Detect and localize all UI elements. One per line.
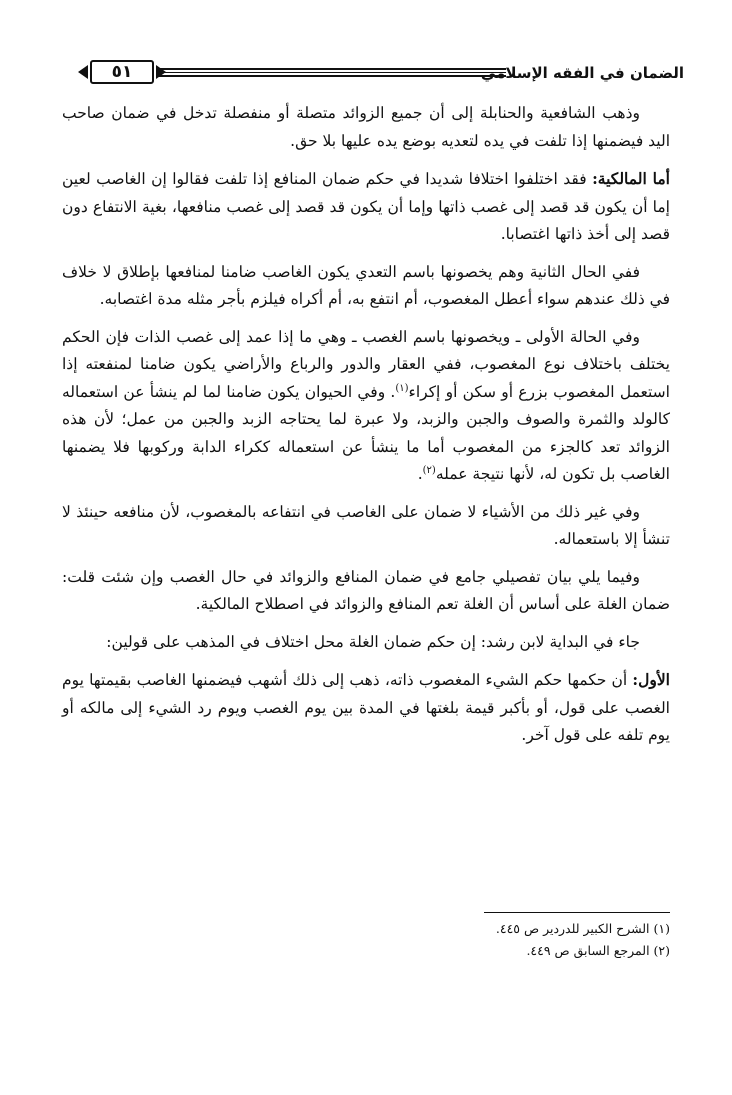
paragraph-other-things <box>62 499 670 554</box>
paragraph-ibn-rushd <box>62 629 670 657</box>
footnote-separator <box>484 912 670 913</box>
header-rule <box>158 68 506 77</box>
paragraph-first-case <box>62 324 670 489</box>
paragraph-shafii-hanbali <box>62 100 670 155</box>
paragraph-malikiyya <box>62 165 670 249</box>
running-header <box>76 58 684 90</box>
paragraph-text-end: . <box>417 465 423 483</box>
footnotes <box>62 918 670 962</box>
main-text <box>62 100 670 760</box>
paragraph-lead: أما المالكية: <box>592 169 670 188</box>
paragraph-text: وفي غير ذلك من الأشياء لا ضمان على الغاصب في انتفاعه بالمغصوب، لأن منافعه حينئذ لا تنشأ إلا باستعماله. <box>62 502 670 548</box>
paragraph-text: أن حكمها حكم الشيء المغصوب ذاته، ذهب إلى ذلك أشهب فيضمنها الغاصب بقيمتها يوم الغصب على قول، أو بأكبر قيمة بلغتها في المدة بين يوم الغصب ويوم رد الشيء إلى مالكه أو يوم تلفه على قول آخر. <box>62 671 670 744</box>
paragraph-text: جاء في البداية لابن رشد: إن حكم ضمان الغلة محل اختلاف في المذهب على قولين: <box>106 632 640 651</box>
paragraph-text: فقد اختلفوا اختلافا شديدا في حكم ضمان المنافع إذا تلفت فقالوا إن الغاصب لعين إما أن يكون قد قصد إلى غصب ذاتها وإما أن يكون قد قصد إلى غصب منافعها، بغية الانتفاع دون قصد إلى أخذ ذاتها اغتصابا. <box>62 170 670 243</box>
footnote-1: (١) الشرح الكبير للدردير ص ٤٤٥. <box>495 921 670 936</box>
paragraph-text: وفي الحالة الأولى ـ ويخصونها باسم الغصب ـ وهي ما إذا عمد إلى غصب الذات فإن الحكم يختلف باختلاف نوع المغصوب، ففي العقار والدور والرباع والأراضي يكون ضامنا لمنفعته إذا استعمل المغصوب بزرع أو سكن أو إكراء <box>62 327 670 401</box>
running-title: الضمان في الفقه الإسلامي <box>480 64 684 82</box>
paragraph-text-cont: . وفي الحيوان يكون ضامنا لما لم ينشأ عن استعماله كالولد والثمرة والصوف والجبن والزبد، ولا عبرة لما يحتاجه الزبد والجبن من عمل؛ لأن هذه الزوائد تعد كالجزء من المغصوب أما ما ينشأ عن استعماله ككراء الدابة وركوبها فلا يضمنها الغاصب بل تكون له، لأنها نتيجة عمله <box>62 382 670 483</box>
paragraph-detailed-statement <box>62 564 670 619</box>
paragraph-lead: الأول: <box>632 670 670 689</box>
page-number-ornament-right-icon <box>156 65 166 79</box>
paragraph-text: وذهب الشافعية والحنابلة إلى أن جميع الزوائد متصلة أو منفصلة تدخل في ضمان صاحب اليد فيضمنها إذا تلفت في يده لتعديه بوضع يده عليها بلا حق. <box>62 104 670 150</box>
page-number-ornament-left-icon <box>78 65 88 79</box>
page-number-box <box>90 60 154 84</box>
paragraph-second-case <box>62 259 670 314</box>
footnote-ref-2[interactable]: (٢) <box>422 464 436 476</box>
paragraph-first-opinion <box>62 666 670 750</box>
page-number: ٥١ <box>111 62 133 82</box>
footnote-ref-1[interactable]: (١) <box>395 382 409 394</box>
paragraph-text: ففي الحال الثانية وهم يخصونها باسم التعدي يكون الغاصب ضامنا لمنافعها بإطلاق لا خلاف في ذلك عندهم سواء أعطل المغصوب، أم انتفع به، أم أكراه فيلزم بأجر مثله مدة اغتصابه. <box>62 262 670 308</box>
footnote-2: (٢) المرجع السابق ص ٤٤٩. <box>526 943 670 958</box>
paragraph-text: وفيما يلي بيان تفصيلي جامع في ضمان المنافع والزوائد في حال الغصب وإن شئت قلت: ضمان الغلة على أساس أن الغلة تعم المنافع والزوائد في اصطلاح المالكية. <box>62 567 670 613</box>
